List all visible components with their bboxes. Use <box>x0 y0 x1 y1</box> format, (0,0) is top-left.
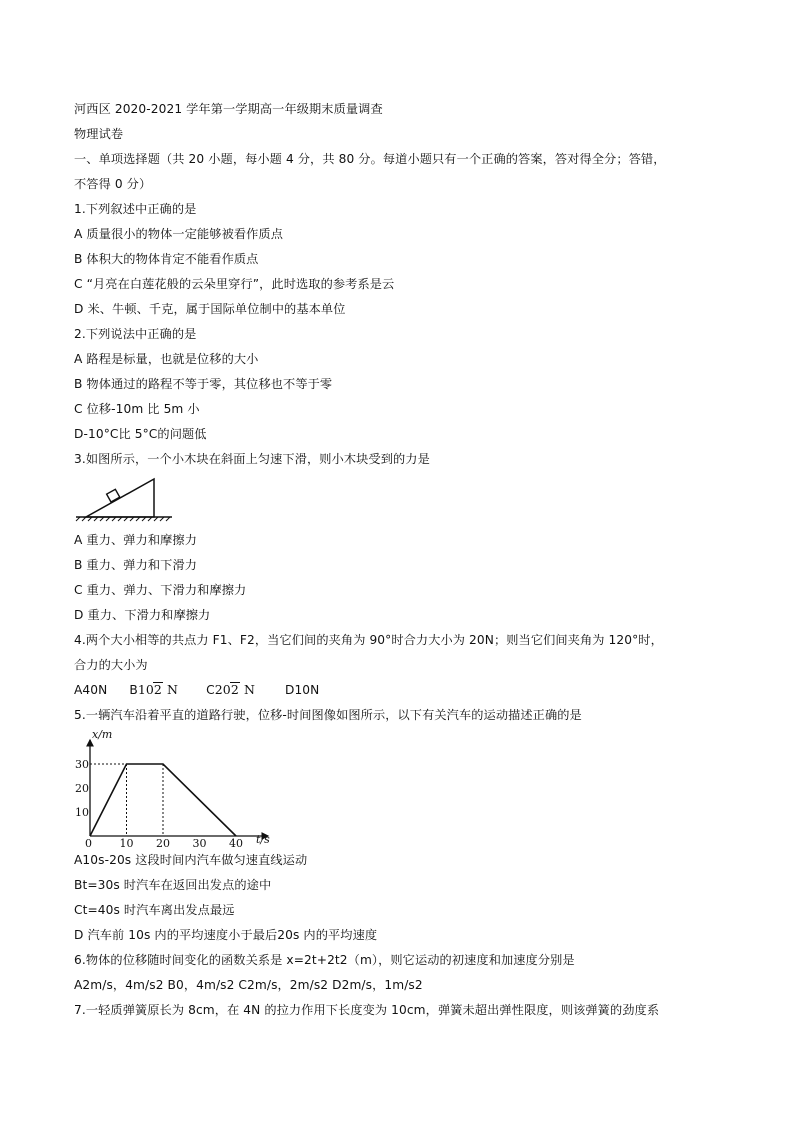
q1-option-d: D 米、牛顿、千克，属于国际单位制中的基本单位 <box>74 302 346 316</box>
q1-option-a: A 质量很小的物体一定能够被看作质点 <box>74 227 284 241</box>
y-tick-label: 30 <box>75 758 89 771</box>
q1-option-b: B 体积大的物体肯定不能看作质点 <box>74 252 259 266</box>
q6-options: A2m/s，4m/s2 B0，4m/s2 C2m/s，2m/s2 D2m/s，1m/s2 <box>74 978 423 992</box>
x-tick-label: 0 <box>85 837 92 848</box>
q5-option-d: D 汽车前 10s 内的平均速度小于最后20s 内的平均速度 <box>74 928 378 942</box>
q4-option-c: C202 N <box>206 682 255 697</box>
section-instructions: 一、单项选择题（共 20 小题，每小题 4 分，共 80 分。每道小题只有一个正确的答案，答对得全分；答错， <box>74 152 666 166</box>
q5-stem: 5.一辆汽车沿着平直的道路行驶，位移-时间图像如图所示，以下有关汽车的运动描述正确的是 <box>74 708 582 722</box>
incline-triangle <box>86 479 154 517</box>
q1-option-c: C “月亮在白莲花般的云朵里穿行”，此时选取的参考系是云 <box>74 277 395 291</box>
q4-stem: 4.两个大小相等的共点力 F1、F2，当它们间的夹角为 90°时合力大小为 20N；则当它们间夹角为 120°时， <box>74 633 663 647</box>
x-tick-label: 40 <box>229 837 243 848</box>
q3-option-a: A 重力、弹力和摩擦力 <box>74 533 197 547</box>
y-tick-label: 10 <box>75 806 89 819</box>
position-time-graph <box>74 726 284 848</box>
q2-option-d: D-10°C比 5°C的问题低 <box>74 427 207 441</box>
q5-option-b: Bt=30s 时汽车在返回出发点的途中 <box>74 878 272 892</box>
q1-stem: 1.下列叙述中正确的是 <box>74 202 197 216</box>
q3-stem: 3.如图所示，一个小木块在斜面上匀速下滑，则小木块受到的力是 <box>74 452 430 466</box>
q7-stem: 7.一轻质弹簧原长为 8cm，在 4N 的拉力作用下长度变为 10cm，弹簧未超出弹性限度，则该弹簧的劲度系 <box>74 1003 660 1017</box>
q5-option-c: Ct=40s 时汽车离出发点最远 <box>74 903 235 917</box>
exam-subtitle: 物理试卷 <box>74 127 124 141</box>
q4-option-b: B102 N <box>129 682 179 697</box>
x-tick-label: 10 <box>119 837 134 848</box>
q2-option-c: C 位移-10m 比 5m 小 <box>74 402 200 416</box>
q2-option-b: B 物体通过的路程不等于零，其位移也不等于零 <box>74 377 333 391</box>
q4-option-d: D10N <box>284 683 320 697</box>
q4-stem-cont: 合力的大小为 <box>74 658 148 672</box>
x-tick-label: 20 <box>156 837 170 848</box>
q4-option-a: A40N <box>74 683 108 697</box>
q3-option-c: C 重力、弹力、下滑力和摩擦力 <box>74 583 247 597</box>
incline-figure <box>74 472 174 522</box>
q4-options <box>74 682 319 698</box>
q5-option-a: A10s-20s 这段时间内汽车做匀速直线运动 <box>74 853 308 867</box>
q3-option-b: B 重力、弹力和下滑力 <box>74 558 198 572</box>
y-axis-label: x/m <box>92 728 113 741</box>
q2-option-a: A 路程是标量，也就是位移的大小 <box>74 352 259 366</box>
section-instructions-cont: 不答得 0 分） <box>74 177 152 191</box>
q2-stem: 2.下列说法中正确的是 <box>74 327 197 341</box>
q3-option-d: D 重力、下滑力和摩擦力 <box>74 608 211 622</box>
x-tick-label: 30 <box>192 837 207 848</box>
y-tick-label: 20 <box>75 782 89 795</box>
exam-title: 河西区 2020-2021 学年第一学期高一年级期末质量调查 <box>74 102 383 116</box>
q6-stem: 6.物体的位移随时间变化的函数关系是 x=2t+2t2（m），则它运动的初速度和加速度分别是 <box>74 953 575 967</box>
x-axis-label: t/s <box>256 833 270 846</box>
